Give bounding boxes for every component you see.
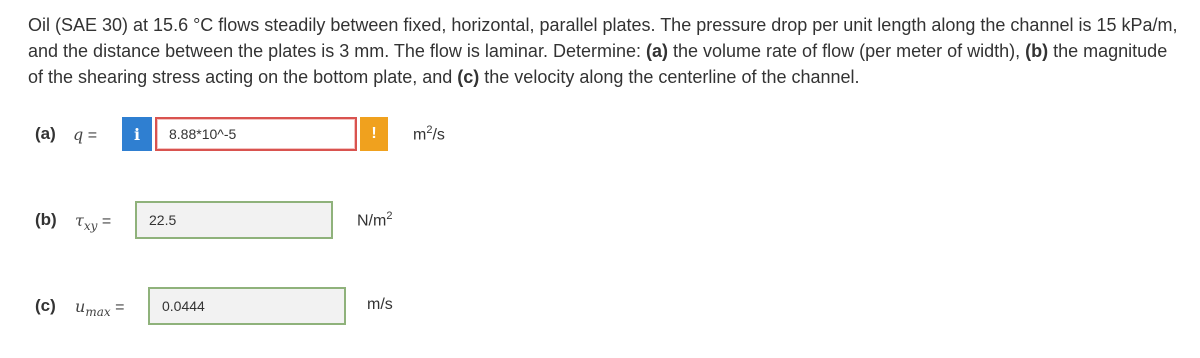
variable-q [73, 125, 97, 145]
unit-a-exponent: 2 [426, 124, 433, 136]
unit-b-exponent: 2 [386, 210, 393, 222]
problem-text-1: Oil (SAE 30) at 15.6 °C flows steadily between fixed, horizontal, parallel plates. The pressure drop per unit length along the channel is 15 kPa/m, and the distance between the plates is 3 mm. The flow is laminar. Determine: [28, 15, 1178, 61]
equals-sign-a: = [83, 127, 98, 144]
unit-c: m/s [367, 296, 393, 313]
part-b-label: (b) [35, 210, 57, 229]
problem-text-3: the magnitude of the shearing stress acting on the bottom plate, and [28, 41, 1168, 87]
answer-input-b[interactable] [135, 201, 333, 239]
variable-tau-xy [75, 211, 111, 233]
equals-sign-c: = [110, 299, 125, 316]
part-c-label: (c) [35, 296, 56, 315]
alert-glyph: ! [371, 125, 377, 142]
exclamation-icon[interactable] [360, 117, 388, 151]
variable-q-symbol: q [73, 125, 84, 144]
unit-a-rest: /s [432, 126, 445, 144]
answer-input-a[interactable] [155, 117, 357, 151]
unit-b [357, 210, 392, 230]
problem-text-4: the velocity along the centerline of the channel. [479, 67, 860, 87]
answer-row-a [35, 117, 495, 151]
problem-part-c-label: (c) [457, 67, 480, 87]
variable-u-subscript: max [85, 305, 111, 319]
unit-b-base: N/m [357, 212, 387, 230]
problem-part-a-label: (a) [645, 41, 668, 61]
answer-row-c [35, 287, 455, 325]
problem-statement [28, 12, 1178, 90]
answer-value-b: 22.5 [149, 212, 177, 228]
problem-text-2: the volume rate of flow (per meter of width), [667, 41, 1026, 61]
answer-value-a: 8.88*10^-5 [169, 126, 237, 142]
info-glyph: i [133, 124, 141, 144]
answer-value-c: 0.0444 [162, 298, 205, 314]
equals-sign-b: = [97, 213, 112, 230]
unit-a-base: m [413, 126, 427, 144]
unit-a [413, 124, 445, 144]
variable-tau-symbol: τ [75, 211, 84, 230]
answer-row-b [35, 201, 455, 239]
answer-input-c[interactable] [148, 287, 346, 325]
variable-tau-subscript: xy [83, 219, 98, 233]
info-icon[interactable] [122, 117, 152, 151]
problem-part-b-label: (b) [1025, 41, 1049, 61]
variable-u-symbol: u [75, 297, 86, 316]
variable-u-max [75, 297, 124, 319]
part-a-label: (a) [35, 124, 56, 143]
